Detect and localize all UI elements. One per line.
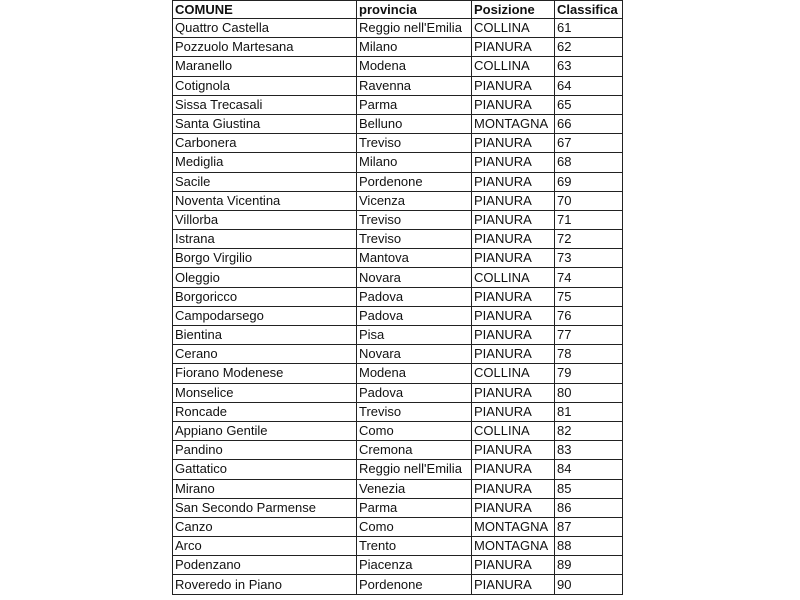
provincia-cell: Trento xyxy=(357,537,472,556)
posizione-cell: PIANURA xyxy=(472,575,555,594)
classifica-cell: 83 xyxy=(555,441,623,460)
provincia-cell: Treviso xyxy=(357,134,472,153)
posizione-cell: PIANURA xyxy=(472,172,555,191)
classifica-cell: 79 xyxy=(555,364,623,383)
classifica-cell: 67 xyxy=(555,134,623,153)
comune-cell: Monselice xyxy=(173,383,357,402)
classifica-cell: 80 xyxy=(555,383,623,402)
table-row xyxy=(173,95,623,114)
classifica-cell: 86 xyxy=(555,498,623,517)
comune-cell: Villorba xyxy=(173,210,357,229)
header-row xyxy=(173,1,623,19)
comune-cell: Sissa Trecasali xyxy=(173,95,357,114)
provincia-cell: Ravenna xyxy=(357,76,472,95)
table-row xyxy=(173,268,623,287)
table-row xyxy=(173,402,623,421)
header-comune: COMUNE xyxy=(173,1,357,19)
comune-cell: Carbonera xyxy=(173,134,357,153)
posizione-cell: COLLINA xyxy=(472,19,555,38)
table-row xyxy=(173,517,623,536)
posizione-cell: PIANURA xyxy=(472,479,555,498)
table-row xyxy=(173,19,623,38)
classifica-cell: 66 xyxy=(555,114,623,133)
provincia-cell: Treviso xyxy=(357,402,472,421)
header-posizione: Posizione xyxy=(472,1,555,19)
classifica-cell: 61 xyxy=(555,19,623,38)
provincia-cell: Parma xyxy=(357,95,472,114)
table-row xyxy=(173,421,623,440)
table-row xyxy=(173,134,623,153)
posizione-cell: PIANURA xyxy=(472,402,555,421)
table-body xyxy=(173,19,623,595)
posizione-cell: PIANURA xyxy=(472,383,555,402)
posizione-cell: PIANURA xyxy=(472,460,555,479)
comune-cell: Noventa Vicentina xyxy=(173,191,357,210)
classifica-cell: 64 xyxy=(555,76,623,95)
provincia-cell: Venezia xyxy=(357,479,472,498)
comune-cell: Istrana xyxy=(173,230,357,249)
provincia-cell: Pordenone xyxy=(357,172,472,191)
comune-cell: Pozzuolo Martesana xyxy=(173,38,357,57)
classifica-cell: 81 xyxy=(555,402,623,421)
comune-cell: Mediglia xyxy=(173,153,357,172)
provincia-cell: Pordenone xyxy=(357,575,472,594)
posizione-cell: PIANURA xyxy=(472,498,555,517)
comune-cell: Gattatico xyxy=(173,460,357,479)
classifica-cell: 70 xyxy=(555,191,623,210)
posizione-cell: COLLINA xyxy=(472,57,555,76)
posizione-cell: PIANURA xyxy=(472,210,555,229)
comune-cell: Quattro Castella xyxy=(173,19,357,38)
classifica-cell: 82 xyxy=(555,421,623,440)
classifica-cell: 73 xyxy=(555,249,623,268)
classifica-cell: 78 xyxy=(555,345,623,364)
classifica-cell: 88 xyxy=(555,537,623,556)
posizione-cell: PIANURA xyxy=(472,76,555,95)
provincia-cell: Padova xyxy=(357,287,472,306)
comune-cell: Oleggio xyxy=(173,268,357,287)
table-row xyxy=(173,57,623,76)
classifica-cell: 90 xyxy=(555,575,623,594)
comune-cell: Cerano xyxy=(173,345,357,364)
table-row xyxy=(173,153,623,172)
classifica-cell: 89 xyxy=(555,556,623,575)
comune-cell: Bientina xyxy=(173,326,357,345)
provincia-cell: Novara xyxy=(357,268,472,287)
provincia-cell: Piacenza xyxy=(357,556,472,575)
comune-cell: Campodarsego xyxy=(173,306,357,325)
table-row xyxy=(173,460,623,479)
comune-cell: Fiorano Modenese xyxy=(173,364,357,383)
provincia-cell: Modena xyxy=(357,57,472,76)
comune-cell: Borgoricco xyxy=(173,287,357,306)
provincia-cell: Cremona xyxy=(357,441,472,460)
table-row xyxy=(173,479,623,498)
table-row xyxy=(173,326,623,345)
classifica-cell: 84 xyxy=(555,460,623,479)
provincia-cell: Pisa xyxy=(357,326,472,345)
posizione-cell: PIANURA xyxy=(472,306,555,325)
comune-cell: Roveredo in Piano xyxy=(173,575,357,594)
table-row xyxy=(173,383,623,402)
comune-cell: Pandino xyxy=(173,441,357,460)
classifica-cell: 85 xyxy=(555,479,623,498)
posizione-cell: COLLINA xyxy=(472,268,555,287)
table-row xyxy=(173,38,623,57)
posizione-cell: PIANURA xyxy=(472,556,555,575)
table-row xyxy=(173,210,623,229)
comune-cell: Santa Giustina xyxy=(173,114,357,133)
header-classifica: Classifica xyxy=(555,1,623,19)
posizione-cell: COLLINA xyxy=(472,364,555,383)
provincia-cell: Milano xyxy=(357,38,472,57)
provincia-cell: Belluno xyxy=(357,114,472,133)
posizione-cell: MONTAGNA xyxy=(472,517,555,536)
comune-cell: Sacile xyxy=(173,172,357,191)
provincia-cell: Parma xyxy=(357,498,472,517)
comune-cell: Podenzano xyxy=(173,556,357,575)
classifica-cell: 71 xyxy=(555,210,623,229)
posizione-cell: PIANURA xyxy=(472,38,555,57)
posizione-cell: PIANURA xyxy=(472,230,555,249)
posizione-cell: PIANURA xyxy=(472,134,555,153)
table-row xyxy=(173,441,623,460)
classifica-cell: 62 xyxy=(555,38,623,57)
table-row xyxy=(173,287,623,306)
classifica-cell: 87 xyxy=(555,517,623,536)
provincia-cell: Milano xyxy=(357,153,472,172)
posizione-cell: PIANURA xyxy=(472,153,555,172)
provincia-cell: Como xyxy=(357,421,472,440)
posizione-cell: PIANURA xyxy=(472,191,555,210)
table-row xyxy=(173,537,623,556)
comune-cell: Mirano xyxy=(173,479,357,498)
provincia-cell: Padova xyxy=(357,383,472,402)
classifica-cell: 63 xyxy=(555,57,623,76)
posizione-cell: PIANURA xyxy=(472,287,555,306)
provincia-cell: Modena xyxy=(357,364,472,383)
comune-cell: Arco xyxy=(173,537,357,556)
posizione-cell: MONTAGNA xyxy=(472,537,555,556)
table-row xyxy=(173,498,623,517)
posizione-cell: PIANURA xyxy=(472,345,555,364)
table-row xyxy=(173,556,623,575)
comune-cell: Roncade xyxy=(173,402,357,421)
comune-cell: Borgo Virgilio xyxy=(173,249,357,268)
comune-cell: Canzo xyxy=(173,517,357,536)
header-provincia: provincia xyxy=(357,1,472,19)
table-row xyxy=(173,575,623,594)
classifica-cell: 74 xyxy=(555,268,623,287)
posizione-cell: PIANURA xyxy=(472,326,555,345)
posizione-cell: COLLINA xyxy=(472,421,555,440)
ranking-table xyxy=(172,0,623,595)
provincia-cell: Novara xyxy=(357,345,472,364)
provincia-cell: Como xyxy=(357,517,472,536)
comune-cell: San Secondo Parmense xyxy=(173,498,357,517)
classifica-cell: 65 xyxy=(555,95,623,114)
table-row xyxy=(173,114,623,133)
classifica-cell: 75 xyxy=(555,287,623,306)
provincia-cell: Reggio nell'Emilia xyxy=(357,19,472,38)
provincia-cell: Treviso xyxy=(357,210,472,229)
table-row xyxy=(173,76,623,95)
posizione-cell: PIANURA xyxy=(472,249,555,268)
table-row xyxy=(173,172,623,191)
posizione-cell: PIANURA xyxy=(472,95,555,114)
provincia-cell: Treviso xyxy=(357,230,472,249)
table-row xyxy=(173,230,623,249)
classifica-cell: 72 xyxy=(555,230,623,249)
provincia-cell: Vicenza xyxy=(357,191,472,210)
classifica-cell: 69 xyxy=(555,172,623,191)
comune-cell: Maranello xyxy=(173,57,357,76)
table-row xyxy=(173,364,623,383)
table-row xyxy=(173,306,623,325)
table-row xyxy=(173,345,623,364)
classifica-cell: 76 xyxy=(555,306,623,325)
classifica-cell: 68 xyxy=(555,153,623,172)
table-row xyxy=(173,249,623,268)
comune-cell: Appiano Gentile xyxy=(173,421,357,440)
posizione-cell: PIANURA xyxy=(472,441,555,460)
posizione-cell: MONTAGNA xyxy=(472,114,555,133)
table-row xyxy=(173,191,623,210)
classifica-cell: 77 xyxy=(555,326,623,345)
provincia-cell: Reggio nell'Emilia xyxy=(357,460,472,479)
comune-cell: Cotignola xyxy=(173,76,357,95)
provincia-cell: Mantova xyxy=(357,249,472,268)
provincia-cell: Padova xyxy=(357,306,472,325)
